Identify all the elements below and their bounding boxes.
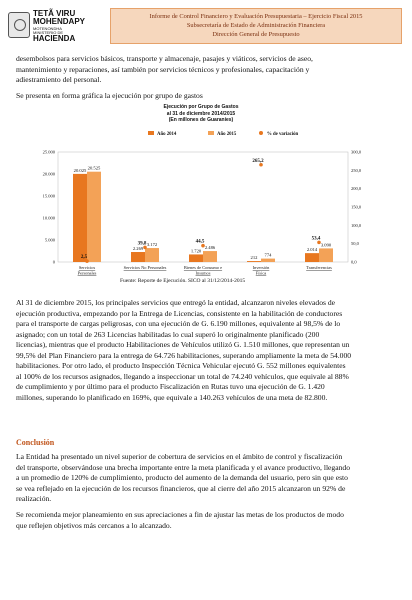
para3-line: 99,5% del Plan Financiero para la entrega de 64.726 habilitaciones, superando ampliamente la meta de 54.000 (16, 350, 352, 360)
bar-label-2015: 3.090 (320, 242, 332, 248)
bar-label-2014: 2.014 (306, 247, 318, 253)
chart-source: Fuente: Reporte de Ejecución. SICO al 31/12/2014-2015 (120, 278, 246, 284)
para3-line: Al 31 de diciembre 2015, los principales servicios que entregó la entidad, alcanzaron niveles elevados de (16, 298, 336, 307)
para1-line: mantenimiento y reparaciones, así también por servicios técnicos y profesionales, capacitación y (16, 64, 310, 74)
category-label: Servicios (78, 265, 96, 270)
chart-title-line: Ejecución por Grupo de Gastos (163, 104, 239, 110)
page-header (6, 8, 400, 42)
paragraph-1 (16, 54, 313, 86)
y2-tick-label: 100,0 (351, 222, 362, 228)
header-line-1: Informe de Control Financiero y Evaluación Presupuestaria – Ejercicio Fiscal 2015 (149, 13, 363, 20)
para5-line: Se recomienda mejor planeamiento en sus apreciaciones a fin de ajustar las metas de los productos de modo (16, 510, 344, 519)
legend-label: Año 2015 (217, 132, 237, 137)
bar-2014 (189, 254, 203, 262)
legend-swatch (148, 131, 154, 135)
seal-icon (8, 12, 30, 38)
chart-svg (28, 104, 374, 292)
bar-2014 (305, 253, 319, 262)
variation-label: 53,4 (311, 236, 321, 242)
category-label: Transferencias (306, 265, 332, 270)
y2-tick-label: 150,0 (351, 204, 362, 210)
paragraph-2: Se presenta en forma gráfica la ejecución por grupo de gastos (16, 91, 203, 100)
para1-line: desembolsos para servicios básicos, transporte y almacenaje, pasajes y viáticos, servicios de aseo, (16, 54, 313, 63)
bar-label-2015: 2.486 (204, 245, 216, 251)
para3-line: millones, superando lo planificado en 169%, que equivale a 140.263 vehículos de una meta de 82.800. (16, 392, 328, 402)
para3-line: licencias), mientras que el producto Habilitaciones de Vehículos utilizó G. 1.510 millones, que representan un (16, 340, 350, 349)
y2-tick-label: 50,0 (351, 241, 359, 247)
category-label: Personales (77, 270, 97, 276)
bar-label-2014: 212 (250, 255, 258, 261)
legend-swatch (208, 131, 214, 135)
bar-2015 (261, 259, 275, 262)
para4-line: se vea reflejado en la ejecución de los recursos financieros, que al cierre del año 2015 alcanzaron un 92% de (16, 483, 346, 493)
legend-marker (259, 131, 263, 135)
bar-2015 (87, 172, 101, 262)
paragraph-3 (16, 298, 351, 403)
y-tick-label: 15.000 (42, 193, 55, 199)
logo-line-2: MOHENDAPY (33, 17, 86, 26)
bar-2014 (247, 261, 261, 262)
bar-2015 (203, 251, 217, 262)
logo-line-5: HACIENDA (33, 34, 76, 43)
variation-label: 44,5 (195, 239, 205, 245)
bar-2015 (319, 248, 333, 262)
y-tick-label: 25.000 (42, 149, 55, 155)
y-tick-label: 10.000 (42, 215, 55, 221)
para4-line: a un promedio de 120% de cumplimiento, producto del aumento de la demanda del usuario, pero sin que esto (16, 473, 348, 482)
y-tick-label: 20.000 (42, 171, 55, 177)
para4-line: La Entidad ha presentado un nivel superior de cobertura de servicios en el ámbito de control y fiscalización (16, 452, 343, 461)
ministry-logo (6, 8, 106, 42)
para1-line: adiestramiento del personal. (16, 75, 102, 84)
logo-line-3: MOTENONDHA (33, 26, 62, 31)
bar-label-2015: 20.525 (87, 165, 101, 171)
category-label: Bienes de Consumo e (183, 265, 223, 270)
category-label: Inversión (252, 265, 270, 270)
bar-label-2014: 20.025 (73, 167, 87, 173)
para3-line: ejecución productiva, empezando por la Entrega de Licencias, consistente en la habilitación de conductores (16, 308, 343, 318)
logo-line-1: TETÃ VIRU (33, 9, 76, 18)
category-label: Insumos (195, 270, 211, 276)
bar-label-2014: 2.269 (132, 246, 144, 252)
y2-tick-label: 200,0 (351, 186, 362, 192)
para4-line: del transporte, observándose una brecha importante entre la meta planificada y el avance productivo, llegando (16, 462, 350, 472)
legend-label: Año 2014 (157, 132, 177, 137)
y2-tick-label: 300,0 (351, 149, 362, 155)
para5-line: que reflejen objetivos más cercanos a lo alcanzado. (16, 520, 172, 530)
legend-label: % de variación (267, 132, 299, 137)
bar-label-2014: 1.720 (190, 248, 202, 254)
y-tick-label: 0 (52, 259, 55, 265)
bar-2014 (73, 174, 87, 262)
conclusion-heading: Conclusión (16, 438, 55, 447)
para3-line: al 100% de los recursos asignados, llegando a inspeccionar un total de 74.240 vehículos, que equivale al 88% (16, 371, 349, 381)
chart-title-line: (En millones de Guaraníes) (168, 117, 234, 123)
variation-label: 2,5 (80, 255, 88, 261)
bar-label-2015: 3.172 (146, 242, 158, 248)
para4-line: realización. (16, 494, 52, 503)
header-line-3: Dirección General de Presupuesto (212, 31, 300, 38)
y2-tick-label: 0,0 (351, 259, 357, 265)
y-tick-label: 5.000 (44, 237, 55, 243)
variation-label: 265,2 (252, 158, 264, 164)
chart-title-line: al 31 de diciembre 2014/2015 (166, 110, 236, 117)
variation-label: 39,8 (137, 241, 147, 247)
logo-line-4: MINISTERIO DE (33, 30, 64, 35)
bar-2014 (131, 252, 145, 262)
y2-tick-label: 250,0 (351, 167, 362, 173)
para3-line: para el transporte de cargas peligrosas, con una ejecución de G. 6.190 millones, equivalente al 98,5% de lo (16, 319, 341, 328)
header-title-box (110, 8, 402, 44)
bar-label-2015: 774 (264, 252, 272, 258)
para3-line: habilitaciones. Por otro lado, el producto Inspección Técnica Vehicular ejecutó G. 552 millones equivalentes (16, 361, 346, 370)
header-line-2: Subsecretaría de Estado de Administración Financiera (186, 22, 326, 29)
para3-line: de cumplimiento y por último para el producto Fiscalización en Rutas tuvo una ejecución de G. 1.420 (16, 382, 325, 391)
category-label: Física (255, 270, 267, 276)
paragraph-4 (16, 452, 350, 505)
paragraph-5 (16, 510, 344, 531)
expense-chart (28, 104, 374, 292)
category-label: Servicios No Personales (123, 265, 167, 270)
bar-2015 (145, 248, 159, 262)
para3-line: asignado; con un total de 263 Licencias habilitadas lo cual superó lo originalmente planificado (200 (16, 329, 320, 339)
